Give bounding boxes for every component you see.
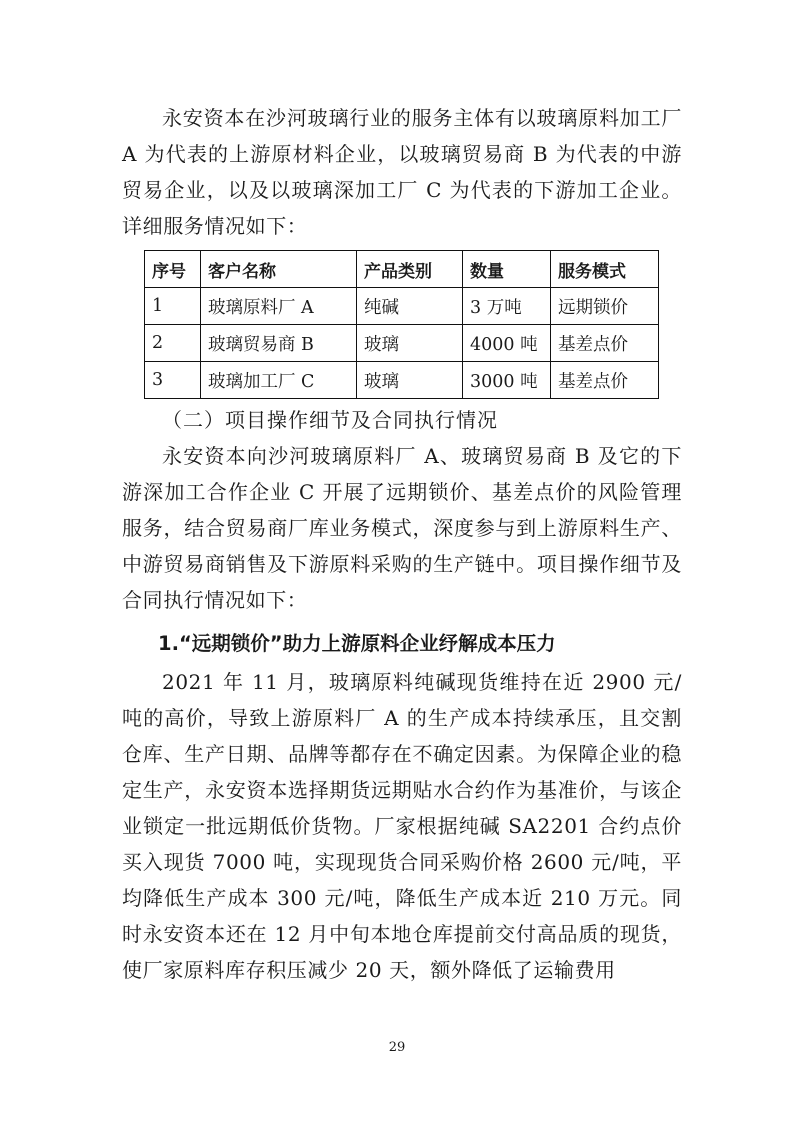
table-cell: 2 [145, 325, 201, 362]
table-cell: 3000 吨 [463, 362, 551, 399]
table-row [145, 288, 659, 325]
table-cell: 4000 吨 [463, 325, 551, 362]
section-heading: （二）项目操作细节及合同执行情况 [162, 408, 498, 432]
intro-paragraph: 永安资本在沙河玻璃行业的服务主体有以玻璃原料加工厂 A 为代表的上游原材料企业，以玻璃贸易商 B 为代表的中游贸易企业，以及以玻璃深加工厂 C 为代表的下游加工企业。详细服务情况如下： [122, 106, 682, 238]
table-cell: 3 [145, 362, 201, 399]
table-cell: 玻璃加工厂 C [201, 362, 357, 399]
table-cell: 基差点价 [551, 325, 659, 362]
page-number: 29 [388, 1040, 406, 1055]
operation-paragraph: 永安资本向沙河玻璃原料厂 A、玻璃贸易商 B 及它的下游深加工合作企业 C 开展了远期锁价、基差点价的风险管理服务，结合贸易商厂库业务模式，深度参与到上游原料生产、中游贸易商销售及下游原料采购的生产链中。项目操作细节及合同执行情况如下： [122, 444, 682, 612]
column-header-mode: 服务模式 [551, 251, 659, 288]
subsection-heading: 1.“远期锁价”助力上游原料企业纾解成本压力 [158, 632, 556, 655]
table-cell: 玻璃 [357, 325, 463, 362]
table-row [145, 325, 659, 362]
table-cell: 远期锁价 [551, 288, 659, 325]
table-cell: 玻璃 [357, 362, 463, 399]
table-cell: 3 万吨 [463, 288, 551, 325]
table-cell: 玻璃贸易商 B [201, 325, 357, 362]
table-cell: 纯碱 [357, 288, 463, 325]
table-header-row [145, 251, 659, 288]
forward-pricing-paragraph: 2021 年 11 月，玻璃原料纯碱现货维持在近 2900 元/吨的高价，导致上游原料厂 A 的生产成本持续承压，且交割仓库、生产日期、品牌等都存在不确定因素。为保障企业的稳定生产，永安资本选择期货远期贴水合约作为基准价，与该企业锁定一批远期低价货物。厂家根据纯碱 SA2201 合约点价买入现货 7000 吨，实现现货合同采购价格 2600 元/吨，平均降低生产成本 300 元/吨，降低生产成本近 210 万元。同时永安资本还在 12 月中旬本地仓库提前交付高品质的现货，使厂家原料库存积压减少 20 天，额外降低了运输费用 [122, 670, 682, 982]
table-cell: 玻璃原料厂 A [201, 288, 357, 325]
table-cell: 基差点价 [551, 362, 659, 399]
table-cell: 1 [145, 288, 201, 325]
table-row [145, 362, 659, 399]
column-header-product: 产品类别 [357, 251, 463, 288]
column-header-client: 客户名称 [201, 251, 357, 288]
column-header-index: 序号 [145, 251, 201, 288]
service-table [144, 250, 659, 399]
column-header-quantity: 数量 [463, 251, 551, 288]
